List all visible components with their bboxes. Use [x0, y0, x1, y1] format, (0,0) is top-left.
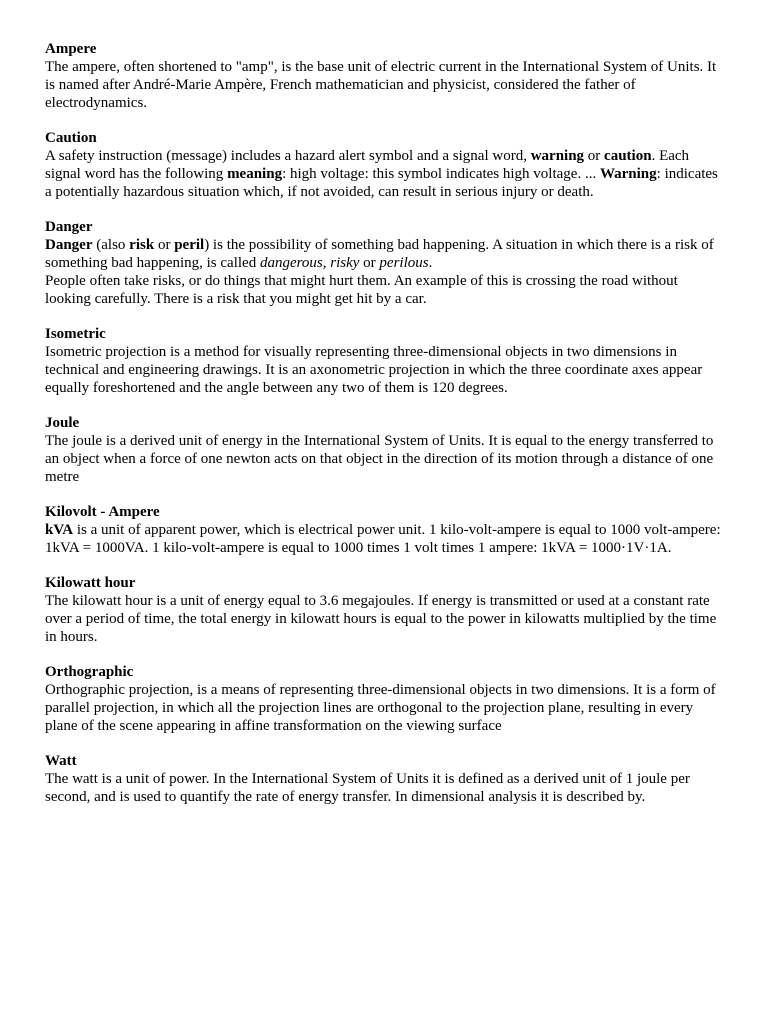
definition-text: Isometric projection is a method for visually representing three-dimensional objects in two dimensions in technical and engineering drawings. It is an axonometric projection in which the three coordinate axes appear equally foreshortened and the angle between any two of them is 120 degrees. — [45, 344, 703, 396]
definition-text: : indicates a potentially hazardous situation which, if not avoided, can result in serious injury or death. — [45, 166, 718, 200]
entry-term: Watt — [45, 753, 77, 769]
definition-text: : high voltage: this symbol indicates high voltage. ... — [282, 166, 600, 182]
entry-definition — [45, 432, 725, 486]
entry-term: Orthographic — [45, 664, 134, 680]
emphasis-italic: dangerous — [259, 255, 323, 271]
definition-text: ) is the possibility of something bad happening. A situation in which there is a risk of something bad happening, is called — [45, 237, 714, 271]
definition-text: A safety instruction (message) includes a hazard alert symbol and a signal word, — [45, 148, 531, 164]
entry-definition — [45, 272, 725, 308]
definition-text: People often take risks, or do things that might hurt them. An example of this is crossing the road without looking carefully. There is a risk that you might get hit by a car. — [45, 273, 678, 307]
emphasis-bold: meaning — [227, 166, 283, 182]
entry-term: Ampere — [45, 41, 97, 57]
glossary-entry — [45, 129, 725, 201]
glossary-entry — [45, 325, 725, 397]
definition-text: is a unit of apparent power, which is electrical power unit. 1 kilo-volt-ampere is equal to 1000 volt-ampere: 1kVA = 1000VA. 1 kilo-volt-ampere is equal to 1000 times 1 volt times 1 ampere: 1kVA = 1000·1V·1A. — [45, 522, 721, 556]
glossary-entry — [45, 663, 725, 735]
entry-definition — [45, 236, 725, 272]
definition-text: , — [322, 255, 331, 271]
glossary-entry — [45, 414, 725, 486]
entry-definition — [45, 58, 725, 112]
entry-term: Joule — [45, 415, 80, 431]
emphasis-bold: Warning — [599, 166, 657, 182]
entry-definition — [45, 343, 725, 397]
definition-text: Orthographic projection, is a means of representing three-dimensional objects in two dimensions. It is a form of parallel projection, in which all the projection lines are orthogonal to the projection plane, resulting in every plane of the scene appearing in affine transformation on the viewing surface — [45, 682, 716, 734]
definition-text: or — [359, 255, 380, 271]
entry-term: Caution — [45, 130, 97, 146]
emphasis-bold: kVA — [45, 522, 74, 538]
definition-text: The kilowatt hour is a unit of energy equal to 3.6 megajoules. If energy is transmitted or used at a constant rate over a period of time, the total energy in kilowatt hours is equal to the power in kilowatts multiplied by the time in hours. — [45, 593, 717, 645]
entry-term: Danger — [45, 219, 93, 235]
entry-definition — [45, 681, 725, 735]
entry-definition — [45, 521, 725, 557]
entry-definition — [45, 592, 725, 646]
emphasis-bold: Danger — [45, 237, 93, 253]
entry-definition — [45, 147, 725, 201]
definition-text: . Each signal word has the following — [45, 148, 690, 182]
definition-text: (also — [92, 237, 130, 253]
definition-text: The ampere, often shortened to "amp", is the base unit of electric current in the International System of Units. It is named after André-Marie Ampère, French mathematician and physicist, considered the father of electrodynamics. — [45, 59, 717, 111]
glossary-document — [45, 40, 725, 823]
glossary-entry — [45, 218, 725, 308]
entry-term: Kilovolt - Ampere — [45, 504, 160, 520]
definition-text: . — [428, 255, 433, 271]
emphasis-bold: warning — [530, 148, 585, 164]
definition-text: The watt is a unit of power. In the International System of Units it is defined as a derived unit of 1 joule per second, and is used to quantify the rate of energy transfer. In dimensional analysis it is described by. — [45, 771, 690, 805]
emphasis-bold: caution — [604, 148, 652, 164]
glossary-entry — [45, 752, 725, 806]
definition-text: or — [584, 148, 605, 164]
glossary-list — [45, 40, 725, 806]
definition-text: or — [154, 237, 175, 253]
emphasis-italic: risky — [330, 255, 360, 271]
glossary-entry — [45, 574, 725, 646]
glossary-entry — [45, 503, 725, 557]
entry-term: Kilowatt hour — [45, 575, 136, 591]
definition-text: The joule is a derived unit of energy in the International System of Units. It is equal to the energy transferred to an object when a force of one newton acts on that object in the direction of its motion through a distance of one metre — [45, 433, 714, 485]
emphasis-bold: peril — [174, 237, 205, 253]
emphasis-bold: risk — [129, 237, 155, 253]
entry-term: Isometric — [45, 326, 106, 342]
emphasis-italic: perilous — [379, 255, 429, 271]
glossary-entry — [45, 40, 725, 112]
entry-definition — [45, 770, 725, 806]
